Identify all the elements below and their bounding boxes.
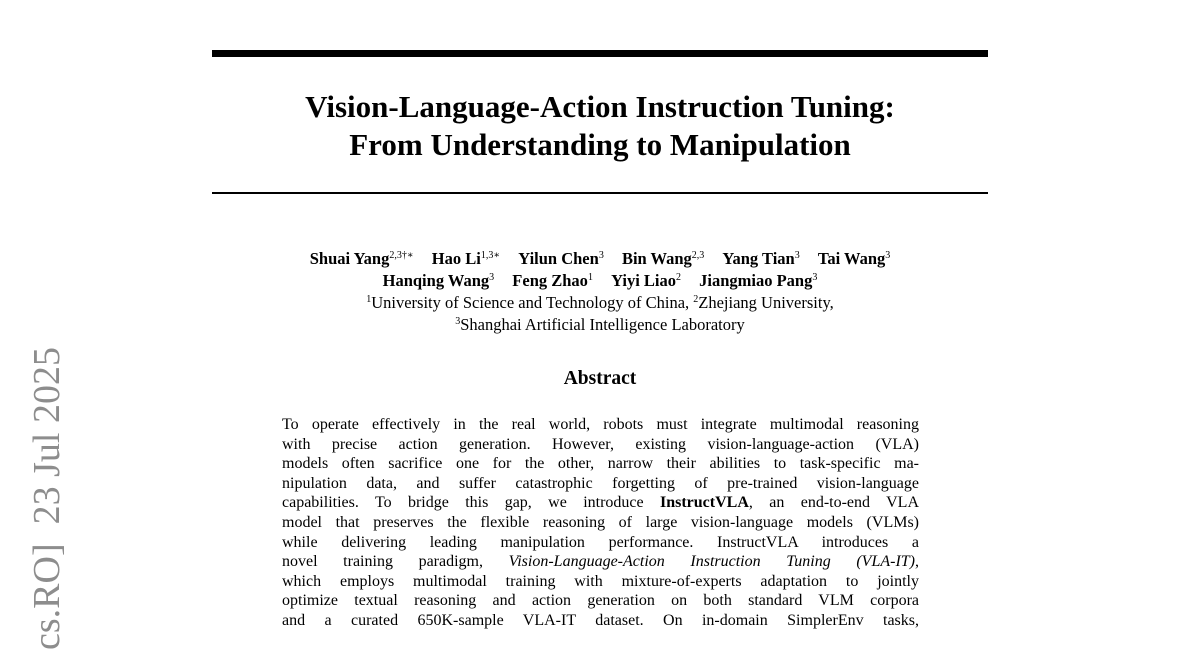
abstract-line: with precise action generation. However, existing vision-language-action (VLA): [282, 435, 919, 453]
paper-title: [212, 88, 988, 164]
author: Yilun Chen$^3$: [518, 249, 604, 268]
title-rule: [212, 192, 988, 194]
author: Shuai Yang$^{2,3\dagger∗}$: [309, 249, 414, 268]
affiliation-line-1: $^1$University of Science and Technology of China, $^2$Zhejiang University,: [366, 293, 834, 312]
title-line-1: Vision-Language-Action Instruction Tuning:: [305, 89, 895, 124]
author: Tai Wang$^3$: [817, 249, 891, 268]
title-line-2: From Understanding to Manipulation: [349, 127, 851, 162]
abstract-line: and a curated 650K-sample VLA-IT dataset. On in-domain SimplerEnv tasks,: [282, 611, 919, 629]
model-name-bold: InstructVLA: [660, 494, 749, 512]
paradigm-name-italic: Vision-Language-Action Instruction Tuning (VLA-IT): [508, 553, 915, 571]
author: Yang Tian$^3$: [722, 249, 800, 268]
abstract-line: optimize textual reasoning and action generation on both standard VLM corpora: [282, 592, 919, 610]
abstract-heading: Abstract: [563, 368, 637, 389]
abstract-line: model that preserves the flexible reasoning of large vision-language models (VLMs): [282, 513, 919, 531]
arxiv-side-stamp: cs.RO] 23 Jul 2025: [26, 347, 68, 650]
abstract-line: which employs multimodal training with mixture-of-experts adaptation to jointly: [282, 572, 919, 590]
author: Jiangmiao Pang$^3$: [699, 271, 818, 290]
author: Hanqing Wang$^3$: [382, 271, 495, 290]
author-line-2: [212, 270, 988, 292]
affiliation-line-2: $^3$Shanghai Artificial Intelligence Laboratory: [455, 315, 745, 334]
author: Feng Zhao$^1$: [512, 271, 593, 290]
abstract-line: models often sacrifice one for the other, narrow their abilities to task-specific ma-: [282, 455, 919, 473]
author: Hao $Li^{1,3∗}$: [431, 249, 501, 268]
abstract-line: while delivering leading manipulation performance. InstructVLA introduces a: [282, 533, 919, 551]
abstract-line: capabilities. To bridge this gap, we introduce InstructVLA, an end-to-end VLA: [282, 494, 920, 512]
author: Yiyi Liao$^2$: [611, 271, 681, 290]
abstract-line: nipulation data, and suffer catastrophic forgetting of pre-trained vision-language: [282, 474, 919, 492]
abstract-line: novel training paradigm, Vision-Language-Action Instruction Tuning (VLA-IT),: [282, 553, 919, 571]
top-rule: [212, 50, 988, 57]
author: Bin Wang$^{2,3}$: [621, 249, 705, 268]
author-block: [212, 248, 988, 336]
author-line-1: [212, 248, 988, 270]
abstract-body: [282, 415, 919, 631]
abstract-line: To operate effectively in the real world, robots must integrate multimodal reasoning: [282, 416, 919, 433]
